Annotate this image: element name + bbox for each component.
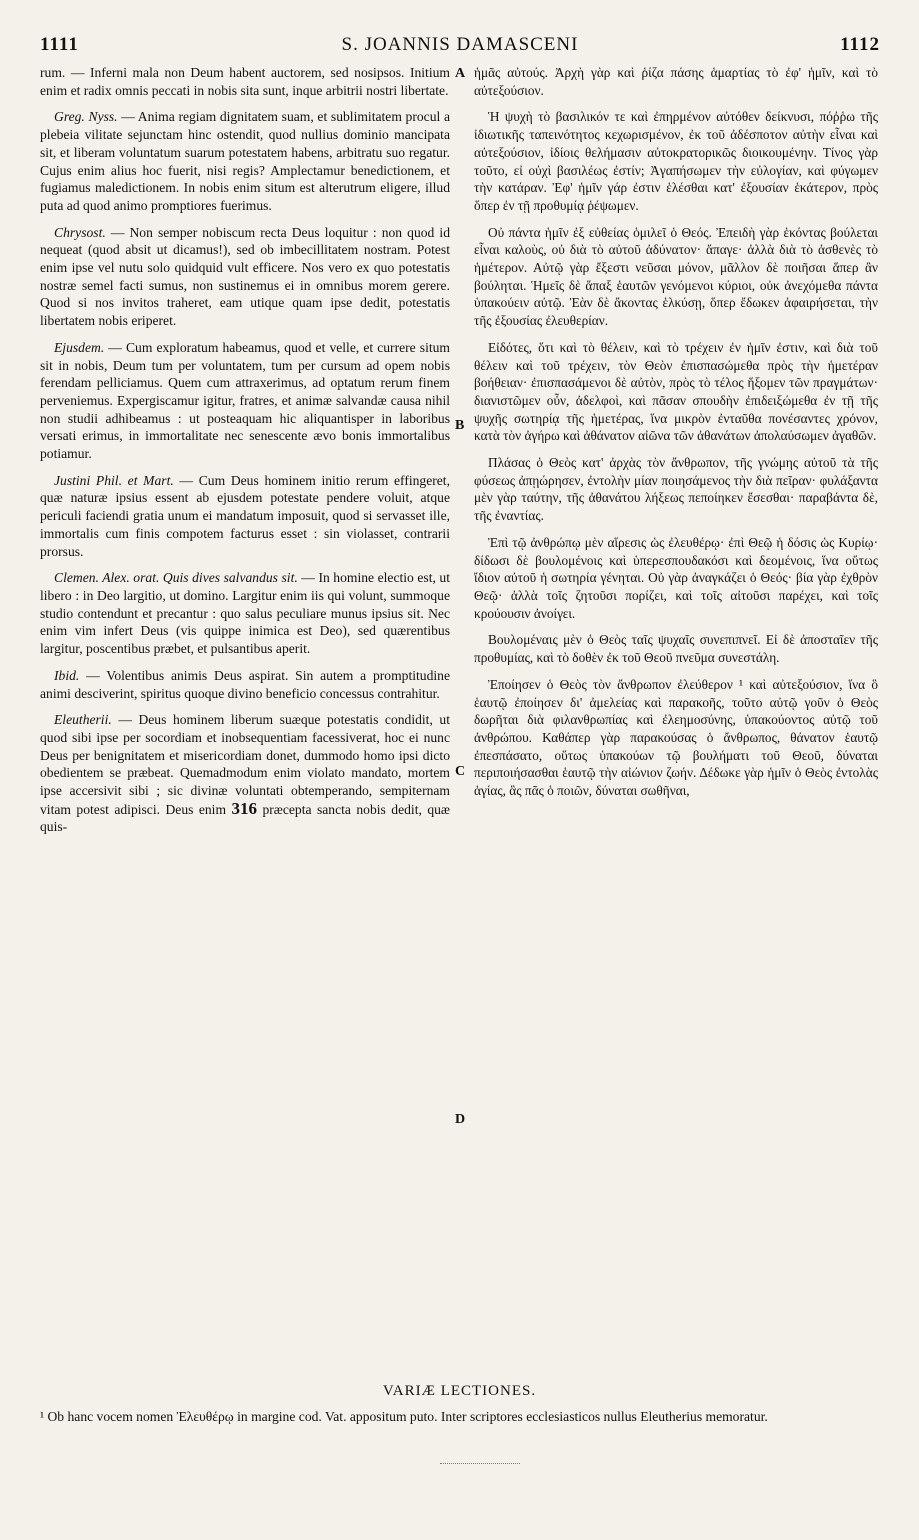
latin-text: — Cum Deus hominem initio rerum effingeret, quæ naturæ ipsius essent ab ejusdem potestate pendere voluit, atque periculi faciendi gratia unum ei mandatum imposuit, quod si servasset ille, immortalis cum finis compotem facturus esset : sin violasset, contrarii prorsus. [40,472,450,559]
latin-paragraph [40,472,450,561]
source-label: Clemen. Alex. orat. Quis dives salvandus sit. [54,570,298,586]
latin-text: — Anima regiam dignitatem suam, et sublimitatem procul a plebeia vilitate sejunctam hinc ostendit, quod nullius dominio mancipata sit, et liberam voluntatum suarum potestatem habens, arbitratu suo regatur. Cujus enim alius hoc fuerit, nisi regis? Amplectamur benedictionem, et fugiamus maledictionem. In nobis enim situm est alterutrum eligere, illud puta ad quod animo promptiores fuerimus. [40,109,450,213]
latin-text: præcepta sancta nobis dedit, quæ quis- [40,801,450,835]
latin-paragraph [40,711,450,836]
greek-paragraph: Πλάσας ὁ Θεὸς κατ' ἀρχὰς τὸν ἄνθρωπον, τῆς γνώμης αὐτοῦ τὰ τῆς φύσεως ἀπῃώρησεν, ἐντολὴν μίαν ποιησάμενος τὴν διὰ πεῖραν· φυλάξαντα μὲν γὰρ ταύτην, τῆς ἀθανάτου λήξεως πεποίηκεν ἔσεσθαι· παραβάντα δὲ, τῆς ἐναντίας. [474,455,878,524]
latin-text: — Non semper nobiscum recta Deus loquitur : non quod id nequeat (quod absit ut dicamus!), sed ob imbecillitatem nostram. Potest enim ipse vel nutu solo quidquid vult efficere. Nos vero ex quo potestatis nostræ semel facti sumus, non sustinemus ei in omnibus morem gerere. Quod si nos invitos traheret, eam utique quam ipse dedit, potestatis libertatem nobis eriperet. [40,224,450,329]
greek-paragraph: Ἐπὶ τῷ ἀνθρώπῳ μὲν αἵρεσις ὡς ἐλευθέρῳ· ἐπὶ Θεῷ ἡ δόσις ὡς Κυρίῳ· δίδωσι δὲ βουλομένοις καὶ ὑπερεσπουδακόσι καὶ δεομένοις, ἵνα οὕτως ἴδιον αὐτοῦ ἡ σωτηρία γένηται. Οὐ γὰρ ἀναγκάζει ὁ Θεός· βία γὰρ ἐχθρὸν Θεῷ· ἀλλὰ τοῖς ζητοῦσι πορίζει, καὶ τοῖς αἰτοῦσι παρέχει, καὶ τοῖς κρούουσιν ἀνοίγει. [474,534,878,621]
column-number: 316 [231,798,257,818]
greek-paragraph: Ἐποίησεν ὁ Θεὸς τὸν ἄνθρωπον ἐλεύθερον ¹ καὶ αὐτεξούσιον, ἵνα ὃ ἑαυτῷ ἐποίησεν δι' ἀμελείας καὶ παρακοῆς, τοῦτο αὐτῷ γοῦν ὁ Θεὸς δωρῆται διὰ φιλανθρωπίας καὶ ἐλεημοσύνης, ὑπακούοντος αὐτῷ τοῦ ἀνθρώπου. Καθάπερ γὰρ παρακούσας ὁ ἄνθρωπος, θάνατον ἑαυτῷ ἐπεσπάσατο, οὕτως ὑπακούων τῷ βουλήματι τοῦ Θεοῦ, δύναται περιποιήσασθαι ἑαυτῷ τὴν αἰώνιον ζωήν. Δέδωκε γὰρ ἡμῖν ὁ Θεὸς ἐντολὰς ἁγίας, ἃς πᾶς ὁ ποιῶν, δύναται σωθῆναι, [474,676,878,799]
greek-paragraph: ἡμᾶς αὐτούς. Ἀρχὴ γὰρ καὶ ῥίζα πάσης ἁμαρτίας τὸ ἐφ' ἡμῖν, καὶ τὸ αὐτεξούσιον. [474,65,878,98]
source-label: Ejusdem. [54,339,105,355]
source-label: Eleutherii. [54,712,112,728]
variae-lectiones-heading: VARIÆ LECTIONES. [382,1383,537,1399]
latin-text: rum. — Inferni mala non Deum habent auctorem, sed nosipsos. Initium enim et radix omnis peccati in nobis sita sunt, inque arbitrii nostri libertate. [40,65,450,98]
latin-paragraph [40,64,450,99]
page-header [40,34,880,60]
running-title: S. JOANNIS DAMASCENI [341,34,579,55]
page-number-left: 1111 [40,34,79,55]
latin-paragraph [40,224,450,330]
section-marker-c: C [455,764,466,779]
latin-paragraph [40,108,450,214]
section-marker-a: A [455,66,466,81]
source-label: Justini Phil. et Mart. [54,472,174,488]
source-label: Ibid. [54,667,80,683]
greek-column [474,64,878,809]
section-marker-d: D [455,1112,466,1127]
latin-text: — Deus hominem liberum suæque potestatis condidit, ut quod sibi ipse per socordiam et inobsequentiam facessiverat, hoc ei nunc Deus per benignitatem et misericordiam donet, dummodo homo ipsi dicto obedientem se præbeat. Quemadmodum enim violato mandato, mortem ipse accersivit sibi ; sic divinæ voluntati obtemperando, sempiternam vitam potest adipisci. Deus enim [40,712,450,817]
latin-text: — In homine electio est, ut libero : in Deo largitio, ut domino. Largitur enim iis qui volunt, summoque studio contendunt et precantur : quo salus peculiare munus ipsius sit. Nec enim vim infert Deus (vis quippe inimica est Deo), sed quærentibus largitur, poscentibus præbet, et pulsantibus aperit. [40,570,451,657]
page-number-right: 1112 [840,34,880,55]
latin-text: — Cum exploratum habeamus, quod et velle, et currere situm sit in nobis, Deum tum per voluntatem, tum per cursum ad opem nobis ferendam pelliciamus. Quem cum attraxerimus, ad optatum rerum finem perveniemus. Expergiscamur igitur, fratres, et animæ salvandæ causa nihil non studii adhibeamus : ut posteaquam hic aliquantisper in laboribus versati erimus, in immortalitate nec senescente ævo bonis immortalibus potiamur. [40,339,450,462]
latin-text: — Volentibus animis Deus aspirat. Sin autem a promptitudine animi desciverint, spiritus quoque divino beneficio concessus contrahitur. [40,667,450,701]
latin-paragraph [40,667,450,702]
greek-paragraph: Οὐ πάντα ἡμῖν ἐξ εὐθείας ὁμιλεῖ ὁ Θεός. Ἐπειδὴ γὰρ ἑκόντας βούλεται εἶναι καλοὺς, οὐ διὰ τὸ αὐτοῦ ἀδύνατον· ἄπαγε· ἀλλὰ διὰ τὸ ἀσθενὲς τὸ ἡμέτερον. Αὐτῷ γὰρ ἔξεστι νεῦσαι μόνον, μᾶλλον δὲ ποιῆσαι ἅπερ ἂν βούληται. Ἡμεῖς δὲ ἅπαξ ἑαυτῶν γενόμενοι κύριοι, οὐκ ἀνεχόμεθα πάντα ὑπακούειν αὐτῷ. Ἐὰν δὲ ἄκοντας ἑλκύσῃ, ὅπερ ἔδωκεν ἀφαιρήσεται, τὴν τῆς ἐξουσίας ἐλευθερίαν. [474,224,878,329]
latin-paragraph [40,339,450,463]
section-marker-b: B [455,418,465,433]
divider [440,1463,520,1464]
greek-paragraph: Ἡ ψυχὴ τὸ βασιλικόν τε καὶ ἐπηρμένον αὐτόθεν δείκνυσι, πόῤῥω τῆς ἰδιωτικῆς ταπεινότητος κεχωρισμένον, ἐκ τοῦ ἀδέσποτον αὐτὴν εἶναι καὶ αὐτεξούσιον, ἰδίοις θελήμασιν αὐτοκρατορικῶς διοικουμένην. Τίνος γὰρ τοῦτο, εἰ οὐχὶ βασιλέως ἐστίν; Ἀγαπήσωμεν τὴν εὐλογίαν, καὶ φύγωμεν τὴν κατάραν. Ἐφ' ἡμῖν γάρ ἐστιν ἑλέσθαι κατ' ἐξουσίαν ἑκάτερον, πρὸς ὅπερ ἐν τῇ προθυμίᾳ ῥέψωμεν. [474,109,878,213]
latin-paragraph [40,569,450,658]
source-label: Greg. Nyss. [54,109,118,125]
source-label: Chrysost. [54,224,106,240]
footnote: ¹ Ob hanc vocem nomen Ἐλευθέρῳ in margine cod. Vat. appositum puto. Inter scriptores ecclesiasticos nullus Eleutherius memoratur. [40,1409,768,1424]
latin-column [40,64,450,845]
greek-paragraph: Βουλομέναις μὲν ὁ Θεὸς ταῖς ψυχαῖς συνεπιπνεῖ. Εἰ δὲ ἀποσταῖεν τῆς προθυμίας, καὶ τὸ δοθὲν ἐκ τοῦ Θεοῦ πνεῦμα συνεστάλη. [474,632,878,666]
greek-paragraph: Εἰδότες, ὅτι καὶ τὸ θέλειν, καὶ τὸ τρέχειν ἐν ἡμῖν ἐστιν, καὶ διὰ τοῦ θέλειν καὶ τοῦ τρέχειν, τὸν Θεὸν ἐπισπασώμεθα πρὸς τὴν ἡμετέραν βοήθειαν· ἐπισπασάμενοι δὲ αὐτὸν, πρὸς τὸ τέλος ἥξομεν τῶν πραγμάτων· διανιστῶμεν οὖν, ἀδελφοὶ, καὶ πᾶσαν σπουδὴν ἐπιδειξώμεθα ἐν τῇ τῆς ψυχῆς σωτηρίᾳ τῆς ἡμετέρας, ἵνα μικρὸν ἐνταῦθα πονέσαντες χρόνον, κατὰ τὸν ἀγήρω καὶ ἀθάνατον αἰῶνα τῶν ἀθανάτων ἀπολαύσωμεν ἀγαθῶν. [474,339,878,444]
